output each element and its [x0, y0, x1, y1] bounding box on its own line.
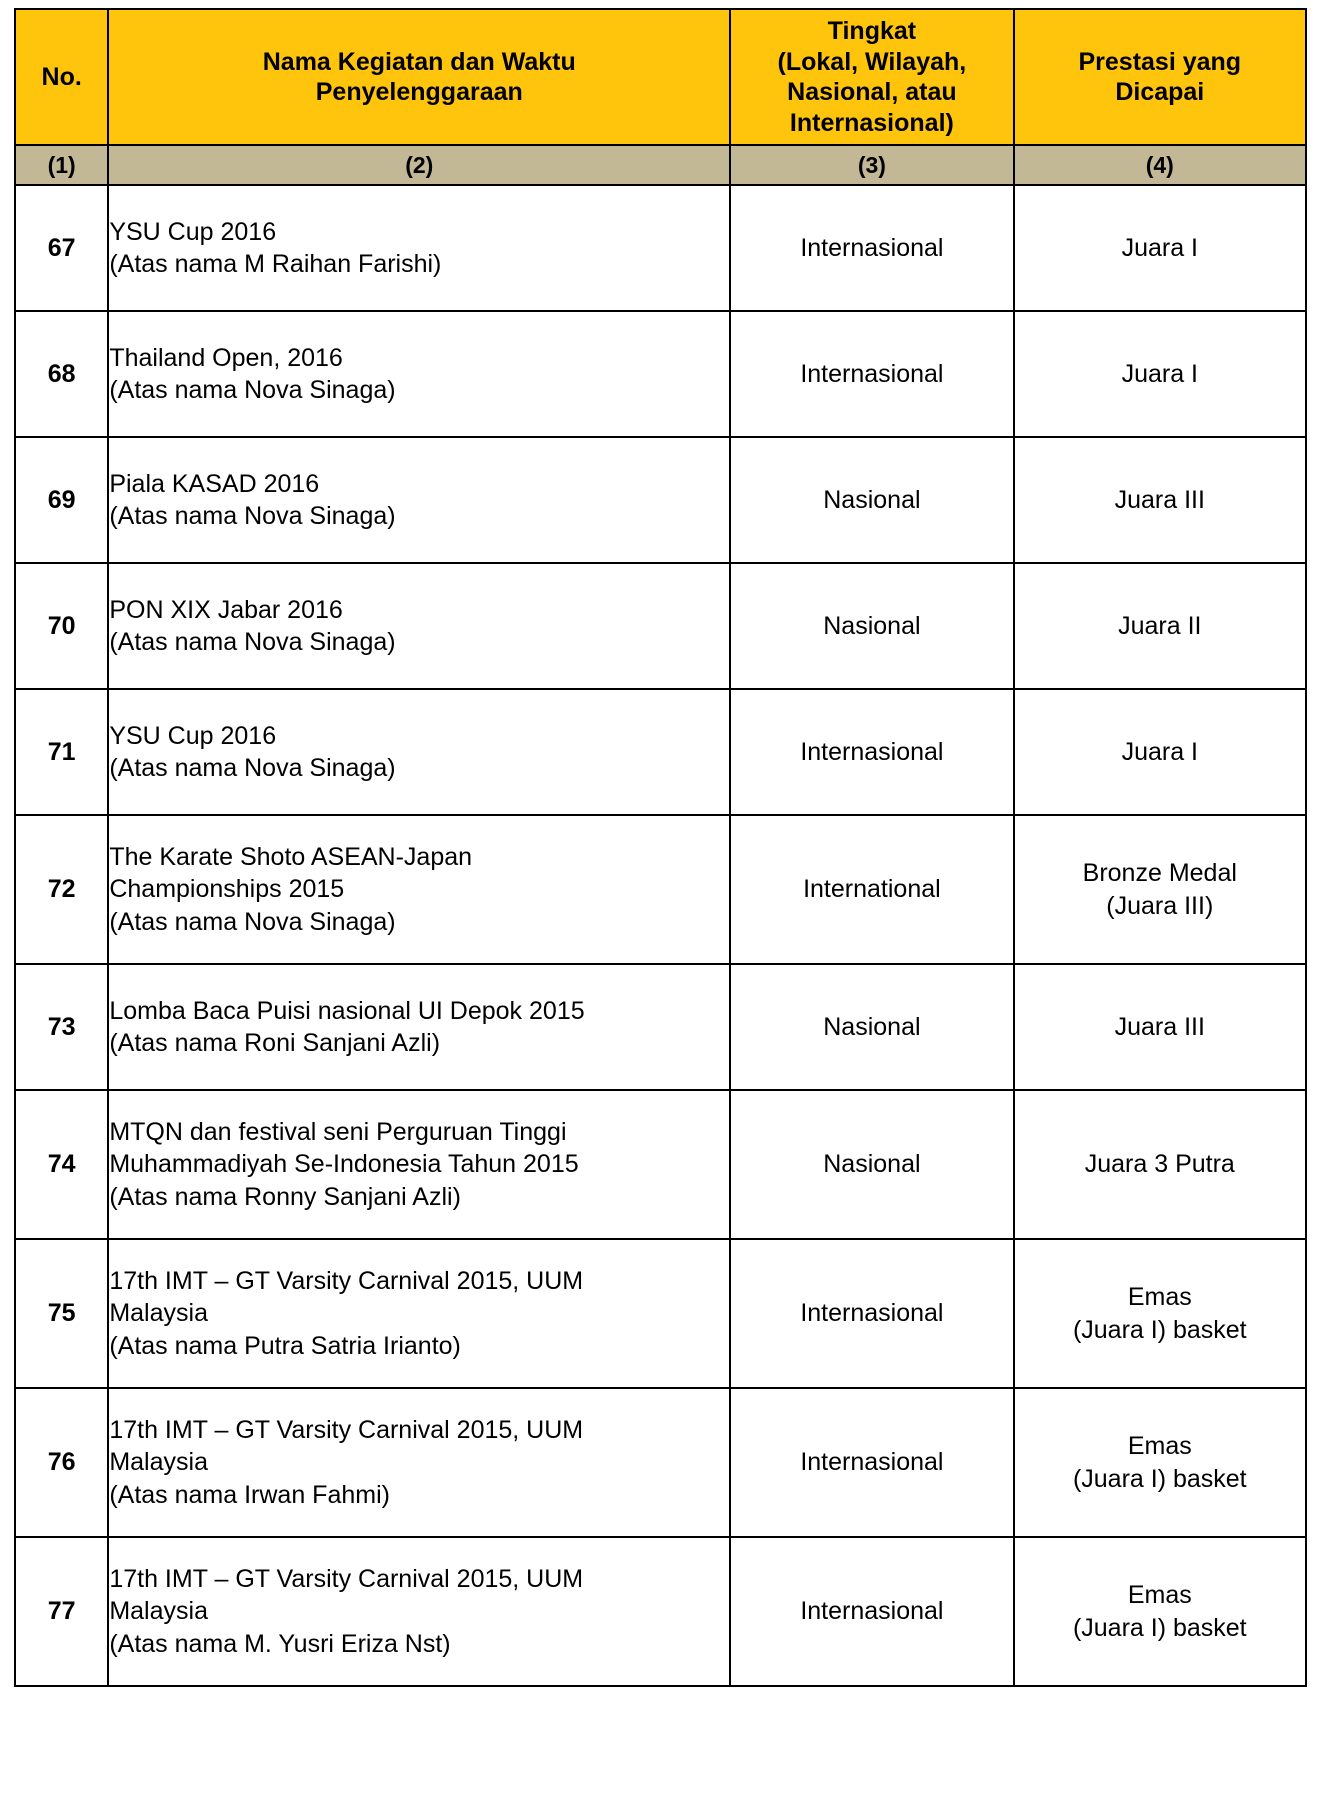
table-row	[15, 1239, 1306, 1388]
column-header-no-line-1: No.	[41, 62, 82, 91]
activity-line: (Atas nama Nova Sinaga)	[109, 376, 396, 404]
cell-level: Nasional	[730, 563, 1013, 689]
activity-line: YSU Cup 2016	[109, 721, 277, 750]
award-line: (Juara I) basket	[1072, 1464, 1247, 1493]
column-header-no	[15, 9, 108, 145]
award-line: (Juara I) basket	[1072, 1315, 1247, 1344]
column-numbering-row	[15, 145, 1306, 185]
cell-award	[1014, 1388, 1306, 1537]
header-row	[15, 9, 1306, 145]
table-header	[15, 9, 1306, 185]
cell-award	[1014, 1090, 1306, 1239]
activity-line: 17th IMT – GT Varsity Carnival 2015, UUM	[109, 1415, 584, 1444]
activity-line: Malaysia	[109, 1448, 208, 1477]
activity-line: Muhammadiyah Se-Indonesia Tahun 2015	[109, 1150, 579, 1179]
cell-level: Internasional	[730, 311, 1013, 437]
table-row	[15, 1388, 1306, 1537]
cell-award	[1014, 815, 1306, 964]
activity-line: Championships 2015	[109, 875, 345, 904]
cell-level: Nasional	[730, 1090, 1013, 1239]
column-header-level-line-2: (Lokal, Wilayah,	[777, 47, 967, 76]
cell-activity-name	[108, 563, 730, 689]
cell-row-number: 69	[15, 437, 108, 563]
activity-line: (Atas nama Putra Satria Irianto)	[109, 1331, 461, 1360]
cell-award	[1014, 311, 1306, 437]
cell-row-number: 72	[15, 815, 108, 964]
award-line: Juara III	[1114, 485, 1205, 514]
cell-row-number: 73	[15, 964, 108, 1090]
award-line: Bronze Medal	[1082, 859, 1237, 887]
column-header-level-line-1: Tingkat	[827, 17, 917, 45]
cell-activity-name	[108, 1239, 730, 1388]
table-row	[15, 964, 1306, 1090]
activity-line: 17th IMT – GT Varsity Carnival 2015, UUM	[109, 1564, 584, 1593]
activity-line: (Atas nama Nova Sinaga)	[109, 628, 396, 656]
activity-line: (Atas nama Roni Sanjani Azli)	[109, 1029, 441, 1057]
cell-row-number: 77	[15, 1537, 108, 1686]
award-line: Emas	[1127, 1283, 1192, 1311]
cell-activity-name	[108, 815, 730, 964]
cell-award	[1014, 689, 1306, 815]
cell-activity-name	[108, 689, 730, 815]
cell-award	[1014, 185, 1306, 311]
activity-line: Malaysia	[109, 1299, 208, 1328]
column-header-activity-line-2: Penyelenggaraan	[315, 78, 523, 106]
cell-award	[1014, 964, 1306, 1090]
award-line: Juara III	[1114, 1012, 1205, 1041]
award-line: Emas	[1127, 1432, 1192, 1460]
column-number-2: (2)	[108, 145, 730, 185]
cell-row-number: 76	[15, 1388, 108, 1537]
table-row	[15, 563, 1306, 689]
table-body	[15, 185, 1306, 1686]
cell-activity-name	[108, 311, 730, 437]
cell-row-number: 71	[15, 689, 108, 815]
activity-line: MTQN dan festival seni Perguruan Tinggi	[109, 1117, 567, 1146]
award-line: (Juara III)	[1106, 891, 1214, 920]
cell-activity-name	[108, 1537, 730, 1686]
column-number-4: (4)	[1014, 145, 1306, 185]
activity-line: PON XIX Jabar 2016	[109, 595, 343, 624]
cell-row-number: 68	[15, 311, 108, 437]
activity-line: Lomba Baca Puisi nasional UI Depok 2015	[109, 996, 585, 1025]
award-line: (Juara I) basket	[1072, 1613, 1247, 1642]
cell-activity-name	[108, 964, 730, 1090]
award-line: Juara II	[1118, 611, 1202, 640]
cell-award	[1014, 437, 1306, 563]
column-number-3: (3)	[730, 145, 1013, 185]
cell-level: Internasional	[730, 185, 1013, 311]
cell-level: Internasional	[730, 1388, 1013, 1537]
activity-line: Thailand Open, 2016	[109, 343, 343, 372]
award-line: Juara I	[1121, 737, 1198, 766]
column-header-level-line-3: Nasional, atau	[787, 78, 957, 106]
activity-line: (Atas nama Irwan Fahmi)	[109, 1480, 390, 1509]
achievement-table	[14, 8, 1307, 1687]
table-row	[15, 1537, 1306, 1686]
cell-award	[1014, 563, 1306, 689]
activity-line: 17th IMT – GT Varsity Carnival 2015, UUM	[109, 1266, 584, 1295]
activity-line: (Atas nama Ronny Sanjani Azli)	[109, 1182, 461, 1211]
activity-line: Piala KASAD 2016	[109, 469, 320, 498]
column-header-award-line-2: Dicapai	[1115, 78, 1205, 106]
table-row	[15, 1090, 1306, 1239]
cell-row-number: 67	[15, 185, 108, 311]
column-header-award-line-1: Prestasi yang	[1078, 47, 1242, 76]
table-row	[15, 311, 1306, 437]
column-header-activity-line-1: Nama Kegiatan dan Waktu	[262, 47, 576, 76]
cell-activity-name	[108, 1090, 730, 1239]
cell-level: International	[730, 815, 1013, 964]
cell-activity-name	[108, 185, 730, 311]
cell-level: Nasional	[730, 437, 1013, 563]
activity-line: The Karate Shoto ASEAN-Japan	[109, 842, 473, 871]
award-line: Juara I	[1121, 233, 1198, 262]
cell-level: Internasional	[730, 689, 1013, 815]
activity-line: Malaysia	[109, 1597, 208, 1626]
column-header-award	[1014, 9, 1306, 145]
cell-award	[1014, 1537, 1306, 1686]
award-line: Juara 3 Putra	[1084, 1150, 1235, 1179]
cell-level: Internasional	[730, 1537, 1013, 1686]
column-header-level-line-4: Internasional)	[789, 108, 954, 137]
cell-award	[1014, 1239, 1306, 1388]
table-row	[15, 185, 1306, 311]
column-header-activity	[108, 9, 730, 145]
cell-row-number: 75	[15, 1239, 108, 1388]
activity-line: (Atas nama Nova Sinaga)	[109, 502, 396, 530]
cell-row-number: 70	[15, 563, 108, 689]
table-row	[15, 437, 1306, 563]
table-row	[15, 815, 1306, 964]
cell-level: Nasional	[730, 964, 1013, 1090]
cell-activity-name	[108, 1388, 730, 1537]
activity-line: (Atas nama M Raihan Farishi)	[109, 250, 442, 278]
cell-activity-name	[108, 437, 730, 563]
table-row	[15, 689, 1306, 815]
activity-line: (Atas nama Nova Sinaga)	[109, 754, 396, 782]
award-line: Juara I	[1121, 359, 1198, 388]
cell-level: Internasional	[730, 1239, 1013, 1388]
column-header-level	[730, 9, 1013, 145]
award-line: Emas	[1127, 1581, 1192, 1609]
cell-row-number: 74	[15, 1090, 108, 1239]
activity-line: (Atas nama M. Yusri Eriza Nst)	[109, 1629, 451, 1658]
activity-line: (Atas nama Nova Sinaga)	[109, 907, 396, 936]
column-number-1: (1)	[15, 145, 108, 185]
activity-line: YSU Cup 2016	[109, 217, 277, 246]
